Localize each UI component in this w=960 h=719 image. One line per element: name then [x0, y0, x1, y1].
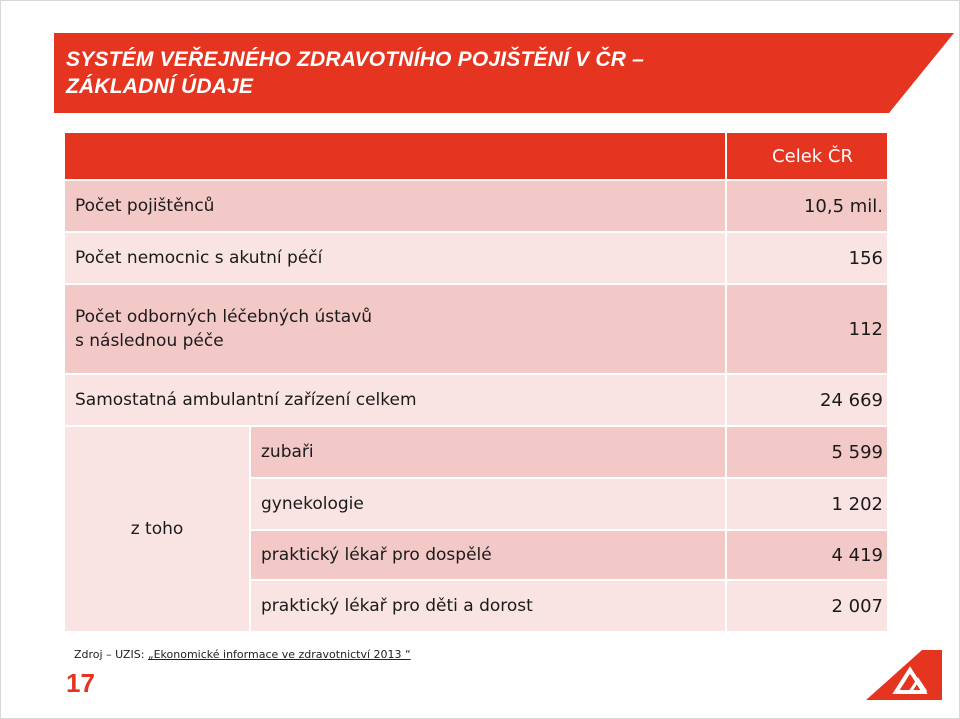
table-row [64, 180, 888, 232]
table-row [64, 232, 888, 284]
source-link[interactable]: „Ekonomické informace ve zdravotnictví 2013 “ [147, 648, 411, 661]
row-label: Počet pojištěnců [64, 180, 726, 232]
page-number: 17 [66, 668, 95, 698]
header-celek-cr: Celek ČR [726, 132, 888, 180]
sub-row-value: 4 419 [726, 530, 888, 580]
table-row [64, 374, 888, 426]
source-prefix: Zdroj – UZIS: [74, 648, 148, 661]
source-note [74, 648, 411, 661]
title-line-1: SYSTÉM VEŘEJNÉHO ZDRAVOTNÍHO POJIŠTĚNÍ V ČR – [66, 48, 645, 71]
sub-row-label: zubaři [250, 426, 726, 478]
data-table [63, 131, 889, 633]
row-label: Počet nemocnic s akutní péčí [64, 232, 726, 284]
sub-row-value: 2 007 [726, 580, 888, 632]
row-value: 112 [726, 284, 888, 374]
row-value: 156 [726, 232, 888, 284]
header-empty-cell [64, 132, 726, 180]
row-label: Samostatná ambulantní zařízení celkem [64, 374, 726, 426]
table-row [64, 284, 888, 374]
slide-title [66, 46, 644, 100]
sub-row-label: gynekologie [250, 478, 726, 530]
sub-row-value: 1 202 [726, 478, 888, 530]
table-row [64, 426, 888, 478]
sub-row-value: 5 599 [726, 426, 888, 478]
company-logo-icon [866, 650, 942, 705]
sub-row-label: praktický lékař pro děti a dorost [250, 580, 726, 632]
sub-row-label: praktický lékař pro dospělé [250, 530, 726, 580]
title-line-2: ZÁKLADNÍ ÚDAJE [66, 75, 254, 98]
row-value: 24 669 [726, 374, 888, 426]
row-value: 10,5 mil. [726, 180, 888, 232]
group-label-z-toho: z toho [64, 426, 250, 632]
row-label [64, 284, 726, 374]
table-header-row [64, 132, 888, 180]
row-label-line-2: s následnou péče [75, 331, 224, 351]
row-label-line-1: Počet odborných léčebných ústavů [75, 307, 373, 327]
